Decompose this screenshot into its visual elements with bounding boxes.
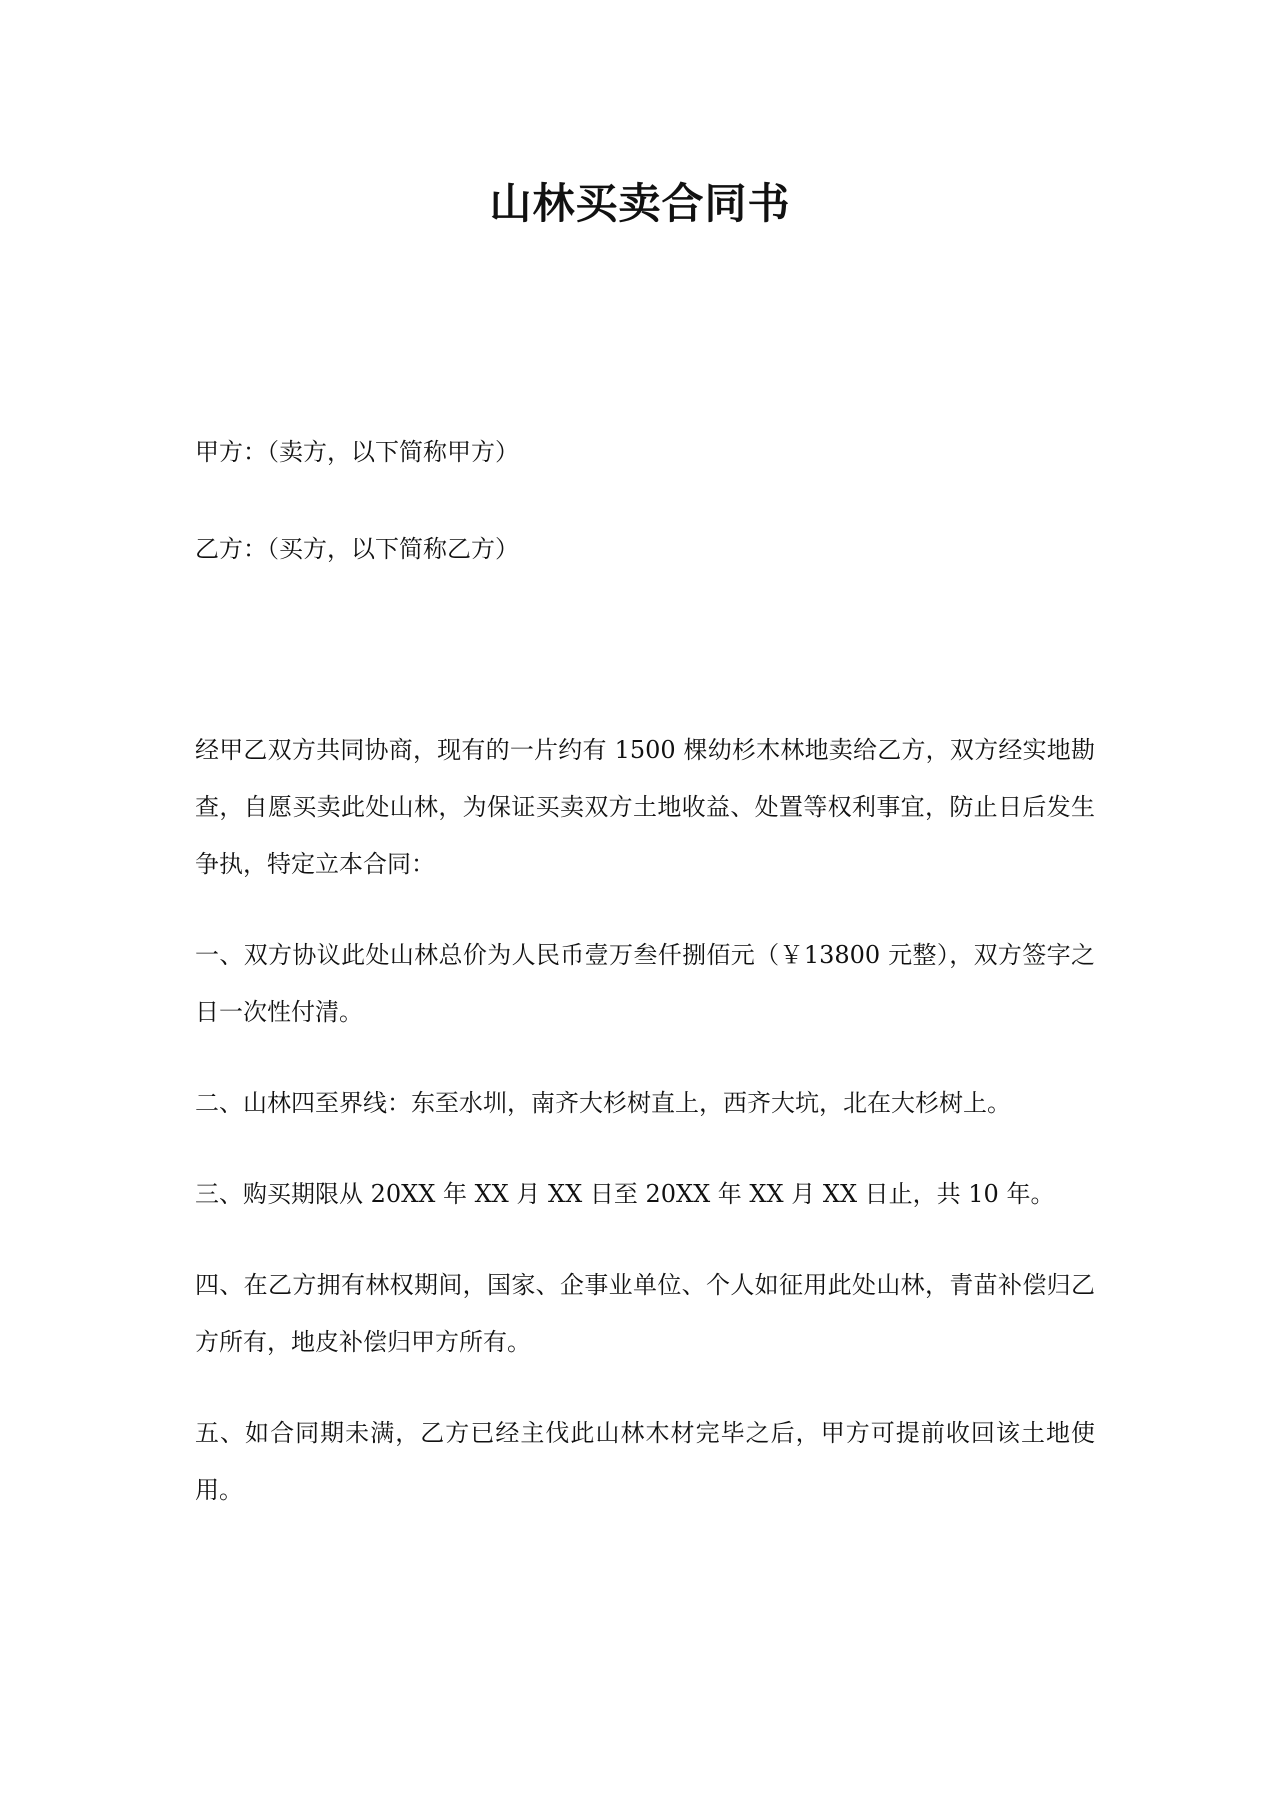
- contract-body: [195, 722, 1095, 1553]
- party-a-line: 甲方：（卖方，以下简称甲方）: [195, 438, 519, 466]
- preamble-paragraph: 经甲乙双方共同协商，现有的一片约有 1500 棵幼杉木林地卖给乙方，双方经实地勘查，自愿买卖此处山林，为保证买卖双方土地收益、处置等权利事宜，防止日后发生争执，特定立本合同：: [195, 736, 1095, 878]
- clause-2: 二、山林四至界线：东至水圳，南齐大杉树直上，西齐大坑，北在大杉树上。: [195, 1089, 1011, 1117]
- document-title: 山林买卖合同书: [489, 179, 791, 228]
- clause-4: 四、在乙方拥有林权期间，国家、企事业单位、个人如征用此处山林，青苗补偿归乙方所有，地皮补偿归甲方所有。: [195, 1271, 1095, 1356]
- clause-1: 一、双方协议此处山林总价为人民币壹万叁仟捌佰元（￥13800 元整），双方签字之日一次性付清。: [195, 941, 1095, 1026]
- clause-3: 三、购买期限从 20XX 年 XX 月 XX 日至 20XX 年 XX 月 XX 日止，共 10 年。: [195, 1180, 1055, 1208]
- clause-5: 五、如合同期未满，乙方已经主伐此山林木材完毕之后，甲方可提前收回该土地使用。: [195, 1419, 1095, 1504]
- party-b-line: 乙方：（买方，以下简称乙方）: [195, 535, 519, 563]
